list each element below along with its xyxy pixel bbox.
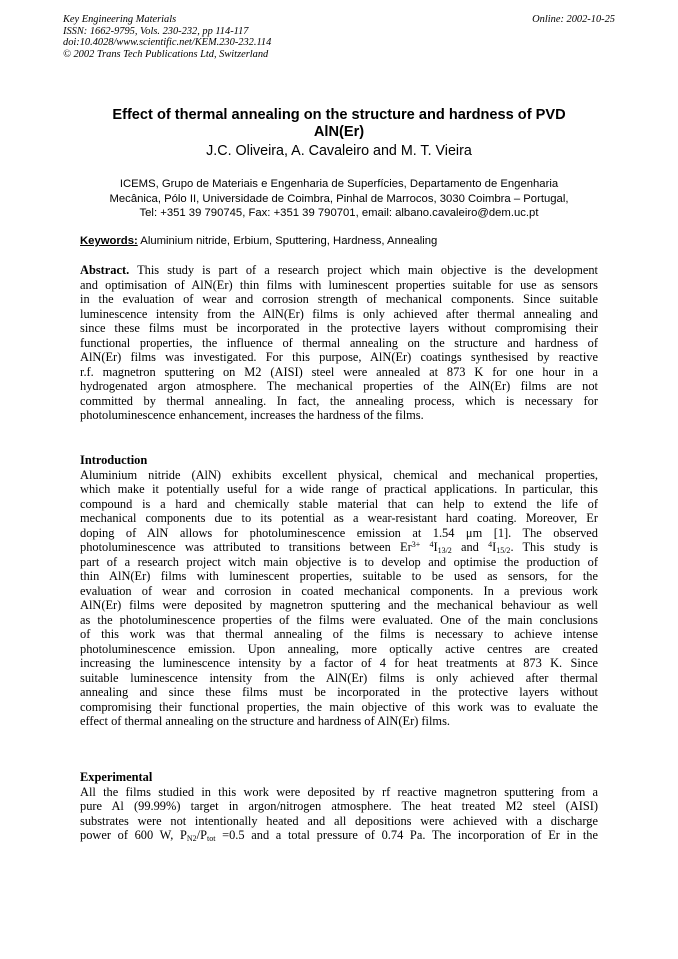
intro-line: suitable luminescence intensity from the AlN(Er) films is only achieved after thermal — [80, 670, 598, 685]
authors: J.C. Oliveira, A. Cavaleiro and M. T. Vieira — [206, 143, 472, 159]
affiliation-line-2: Mecânica, Pólo II, Universidade de Coimbra, Pinhal de Marrocos, 3030 Coimbra – Portugal, — [109, 192, 569, 205]
abstract-line: photoluminescence enhancement, increases the hardness of the films. — [80, 408, 424, 422]
intro-line: as the photoluminescence properties of the films were evaluated. One of the main conclusions — [80, 612, 598, 627]
copyright-line: © 2002 Trans Tech Publications Ltd, Switzerland — [63, 48, 269, 60]
intro-line: doping of AlN allows for photoluminescence emission at 1.54 μm [1]. The observed — [80, 525, 598, 540]
intro-line: part of a research project witch main objective is to develop and optimise the production of — [80, 554, 598, 569]
exp-line: substrates were not intentionally heated and all depositions were achieved with a discharge — [80, 813, 598, 828]
intro-line: Aluminium nitride (AlN) exhibits excellent physical, chemical and mechanical properties, — [80, 467, 598, 482]
intro-line: thin AlN(Er) films with luminescent properties, suitable to be used as sensors, for the — [80, 569, 598, 583]
abstract-line: hydrogenated argon atmosphere. The mechanical properties of the AlN(Er) films are not — [80, 379, 598, 393]
affiliation — [80, 177, 598, 221]
abstract-line: AlN(Er) films was investigated. For this purpose, AlN(Er) coatings synthesised by reactive — [80, 350, 598, 364]
abstract-line: since these films must be incorporated in the protective layers without compromising their — [80, 321, 598, 335]
introduction-section — [80, 453, 598, 729]
keywords — [80, 234, 598, 248]
intro-line: AlN(Er) films were deposited by magnetron sputtering and the mechanical behaviour as well — [80, 598, 598, 612]
intro-line: effect of thermal annealing on the structure and hardness of AlN(Er) films. — [80, 714, 450, 728]
doi-line: doi:10.4028/www.scientific.net/KEM.230-232.114 — [63, 37, 272, 49]
intro-line-transitions: photoluminescence was attributed to transitions between $Er^{3+}$ $^4I_{13/2}$ and $^4I_{15/2}$. This study is — [80, 540, 598, 555]
affiliation-line-1: ICEMS, Grupo de Materiais e Engenharia de Superfícies, Departamento de Engenharia — [119, 178, 559, 190]
experimental-heading: Experimental — [80, 770, 153, 784]
abstract-text: This study is part of a research project which main objective is the development — [129, 263, 598, 277]
intro-line: which make it potentially useful for a wide range of practical applications. In particular, this — [80, 482, 598, 496]
abstract-line: functional properties, the influence of thermal annealing on the structure and hardness of — [80, 335, 598, 350]
intro-line: photoluminescence emission. Upon annealing, more optically active centres are created — [80, 641, 598, 656]
intro-line: compound is a hard and chemically stable material that can help to extend the life of — [80, 496, 598, 511]
issn-line: ISSN: 1662-9795, Vols. 230-232, pp 114-117 — [63, 25, 249, 37]
abstract-line: committed by thermal annealing. In fact, the annealing process, which is necessary for — [80, 393, 598, 408]
journal-metadata — [63, 14, 271, 60]
intro-line: mechanical components due to its potential as a wear-resistant hard coating. Moreover, Er — [80, 511, 598, 525]
exp-line: pure Al (99.99%) target in argon/nitrogen atmosphere. The heat treated M2 steel (AISI) — [80, 799, 598, 813]
abstract-line — [80, 263, 598, 278]
abstract-line: r.f. magnetron sputtering on M2 (AISI) steel were annealed at 873 K for one hour in a — [80, 364, 598, 379]
intro-line: annealing and since these films must be incorporated in the protective layers without — [80, 685, 598, 699]
abstract — [80, 263, 598, 423]
introduction-heading: Introduction — [80, 453, 148, 467]
intro-line: of this work was that thermal annealing of the films is necessary to achieve intense — [80, 627, 598, 641]
online-date: Online: 2002-10-25 — [532, 14, 615, 25]
intro-line: increasing the luminescence intensity by a factor of 4 for heat treatments at 873 K. Since — [80, 656, 598, 670]
exp-line-pressure: power of 600 W, $P_{N2}/P_{tot} =0.5$ and a total pressure of 0.74 Pa. The incorporation of Er in the — [80, 828, 598, 843]
title-line-1: Effect of thermal annealing on the structure and hardness of PVD — [112, 107, 566, 123]
abstract-label: Abstract. — [80, 263, 130, 277]
title-line-2: AlN(Er) — [313, 124, 365, 140]
affiliation-line-3: Tel: +351 39 790745, Fax: +351 39 790701, email: albano.cavaleiro@dem.uc.pt — [139, 207, 539, 219]
intro-line: evaluation of wear and corrosion in coated mechanical components. In a previous work — [80, 583, 598, 598]
keywords-label: Keywords: — [80, 235, 138, 247]
journal-name: Key Engineering Materials — [63, 14, 177, 25]
experimental-section — [80, 770, 598, 843]
paper-title — [80, 107, 598, 141]
intro-line: compromising their functional properties, the main objective of this work was to evaluate the — [80, 699, 598, 714]
abstract-line: and optimisation of AlN(Er) thin films with luminescent properties suitable for use as sensors — [80, 277, 598, 292]
abstract-line: in the evaluation of wear and corrosion strength of mechanical components. Since suitable — [80, 292, 598, 306]
keywords-list: Aluminium nitride, Erbium, Sputtering, Hardness, Annealing — [140, 235, 438, 247]
exp-line: All the films studied in this work were deposited by rf reactive magnetron sputtering from a — [80, 784, 598, 799]
abstract-line: luminescence intensity from the AlN(Er) films is only achieved after thermal annealing and — [80, 306, 598, 321]
